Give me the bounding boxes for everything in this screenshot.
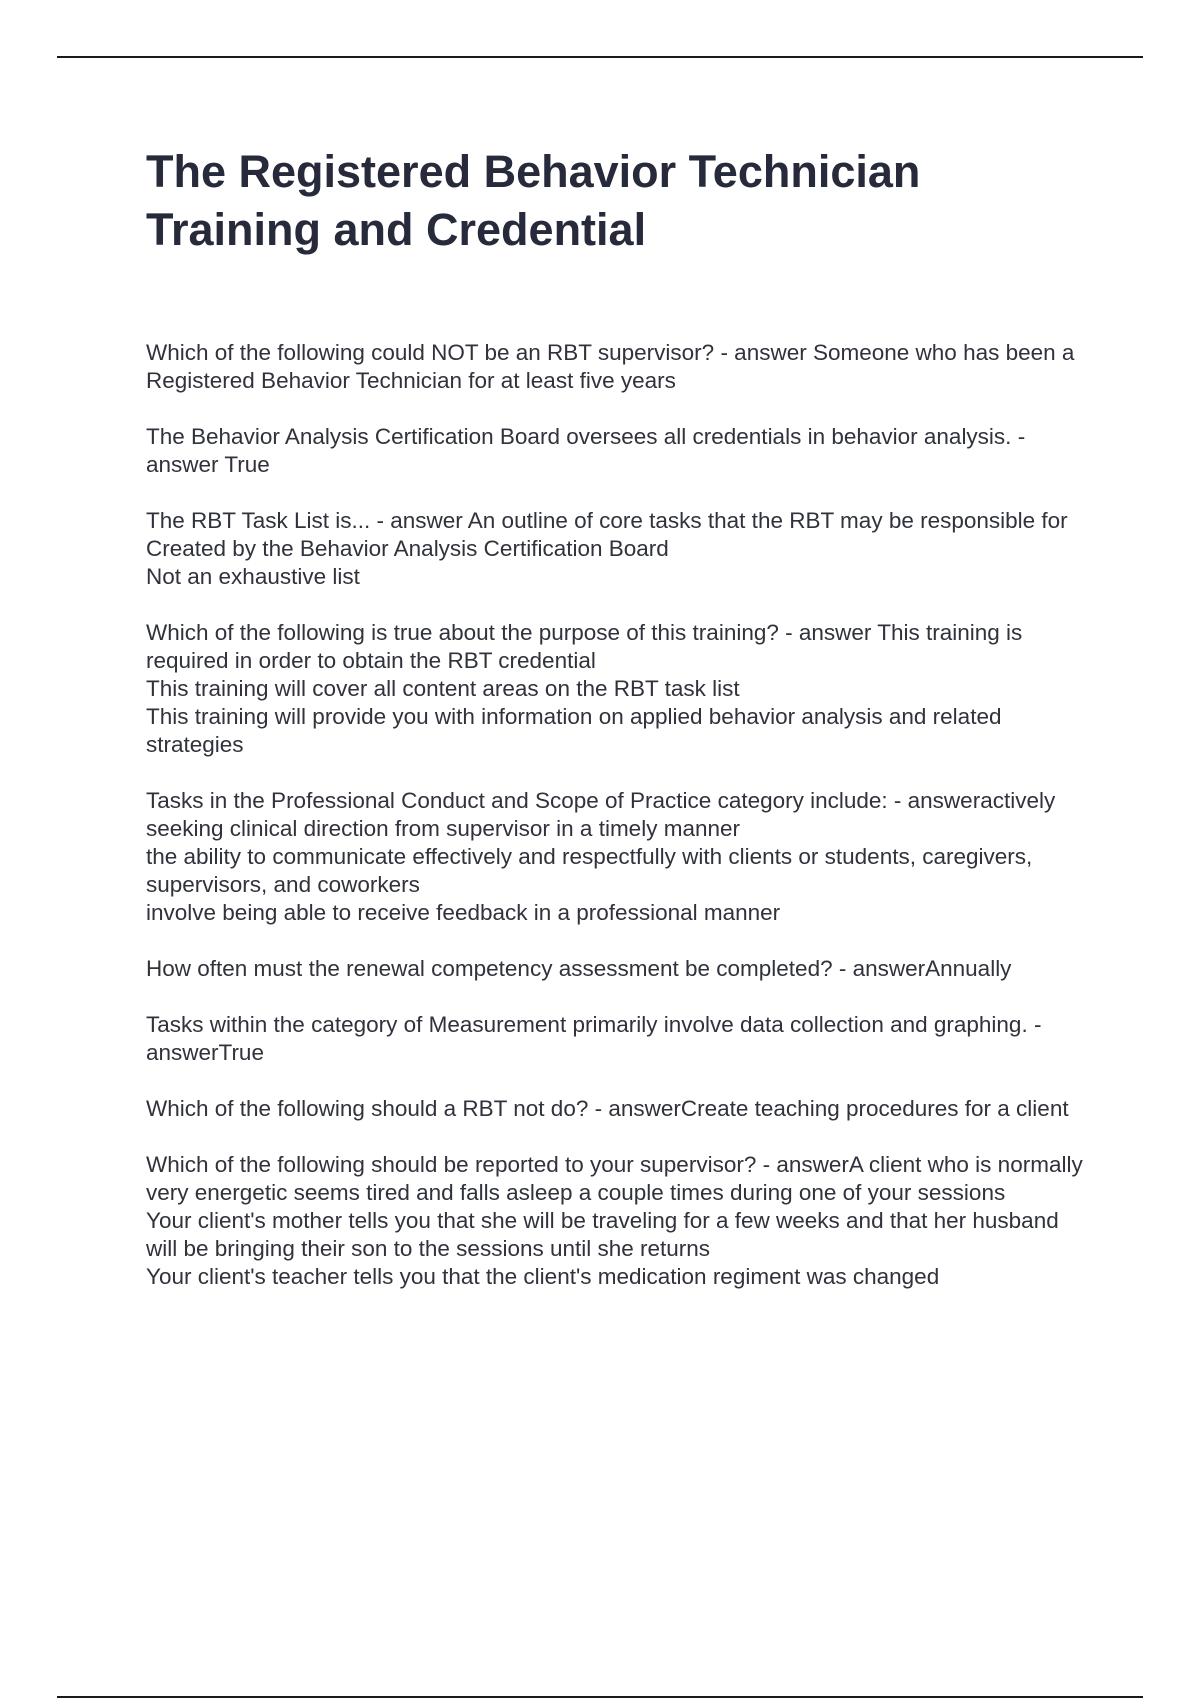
- qa-text: Your client's mother tells you that she will be traveling for a few weeks and that her husband will be bringing their son to the sessions until she returns: [146, 1208, 1065, 1261]
- qa-text: Created by the Behavior Analysis Certification Board: [146, 536, 669, 561]
- qa-text: Not an exhaustive list: [146, 564, 360, 589]
- qa-item: [146, 423, 1096, 479]
- qa-text: How often must the renewal competency assessment be completed? - answerAnnually: [146, 956, 1012, 981]
- qa-text: involve being able to receive feedback in a professional manner: [146, 900, 781, 925]
- qa-text: Your client's teacher tells you that the client's medication regiment was changed: [146, 1264, 940, 1289]
- qa-item: [146, 1011, 1096, 1067]
- qa-text: Tasks in the Professional Conduct and Scope of Practice category include: - answeractively seeking clinical direction from supervisor in a timely manner: [146, 788, 1062, 841]
- qa-list: [146, 339, 1096, 1319]
- qa-text: Which of the following should a RBT not do? - answerCreate teaching procedures for a client: [146, 1096, 1069, 1121]
- qa-item: [146, 787, 1096, 927]
- qa-item: [146, 955, 1096, 983]
- qa-item: [146, 507, 1096, 591]
- qa-item: [146, 1095, 1096, 1123]
- bottom-rule: [57, 1696, 1143, 1698]
- page-title: The Registered Behavior Technician Training and Credential: [146, 146, 921, 255]
- qa-text: This training will provide you with information on applied behavior analysis and related strategies: [146, 704, 1008, 757]
- qa-item: [146, 339, 1096, 395]
- qa-text: Tasks within the category of Measurement primarily involve data collection and graphing. - answerTrue: [146, 1012, 1048, 1065]
- qa-item: [146, 1151, 1096, 1291]
- qa-item: [146, 619, 1096, 759]
- qa-text: The Behavior Analysis Certification Board oversees all credentials in behavior analysis. - answer True: [146, 424, 1032, 477]
- qa-text: The RBT Task List is... - answer An outline of core tasks that the RBT may be responsible for: [146, 508, 1068, 533]
- qa-text: Which of the following could NOT be an RBT supervisor? - answer Someone who has been a Registered Behavior Technician for at least five years: [146, 340, 1081, 393]
- qa-text: Which of the following should be reported to your supervisor? - answerA client who is normally very energetic seems tired and falls asleep a couple times during one of your sessions: [146, 1152, 1089, 1205]
- qa-text: This training will cover all content areas on the RBT task list: [146, 676, 740, 701]
- qa-text: Which of the following is true about the purpose of this training? - answer This training is required in order to obtain the RBT credential: [146, 620, 1029, 673]
- qa-text: the ability to communicate effectively and respectfully with clients or students, caregivers, supervisors, and coworkers: [146, 844, 1039, 897]
- top-rule: [57, 56, 1143, 58]
